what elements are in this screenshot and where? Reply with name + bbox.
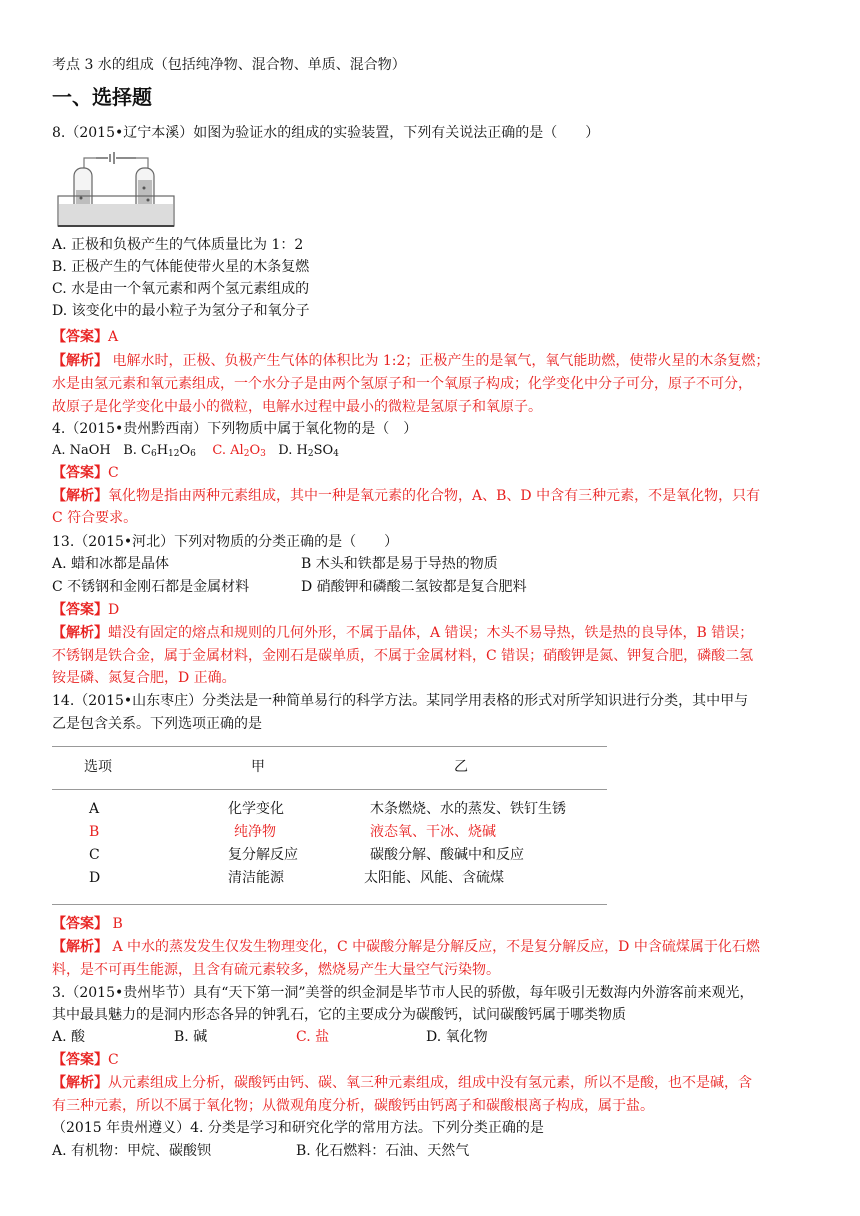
q13-analysis-line-3: 铵是磷、氮复合肥，D 正确。 — [52, 670, 236, 686]
q14-stem-line-1: 14.（2015•山东枣庄）分类法是一种简单易行的科学方法。某同学用表格的形式对所学知识进行分类，其中甲与 — [52, 693, 749, 709]
table-row-b-yi: 液态氧、干冰、烧碱 — [370, 824, 496, 840]
q13-stem: 13.（2015•河北）下列对物质的分类正确的是（ ） — [52, 534, 399, 550]
q4a-stem: 4.（2015•贵州黔西南）下列物质中属于氧化物的是（ ） — [52, 421, 418, 437]
table-row-b-option: B — [89, 824, 100, 840]
answer-label: 【答案】 — [52, 465, 108, 481]
section-title: 一、选择题 — [52, 85, 152, 109]
table-row-c-option: C — [89, 847, 100, 863]
table-top-rule — [52, 746, 607, 747]
table-header-option: 选项 — [84, 759, 112, 775]
q8-answer — [52, 326, 118, 348]
electrolysis-apparatus-image — [54, 148, 178, 228]
q3-analysis-line-1 — [52, 1072, 752, 1094]
q4a-options — [52, 440, 339, 462]
q4a-option-a: A. NaOH — [52, 443, 111, 458]
q3-stem-line-1: 3.（2015•贵州毕节）具有“天下第一洞”美誉的织金洞是毕节市人民的骄傲，每年吸引无数海内外游客前来观光， — [52, 985, 754, 1001]
analysis-text: 从元素组成上分析，碳酸钙由钙、碳、氧三种元素组成，组成中没有氢元素，所以不是酸，也不是碱，含 — [108, 1075, 752, 1091]
analysis-label: 【解析】 — [52, 353, 108, 369]
analysis-text: 蜡没有固定的熔点和规则的几何外形，不属于晶体，A 错误；木头不易导热，铁是热的良导体，B 错误； — [108, 625, 754, 641]
q8-analysis-line-1 — [52, 350, 769, 372]
q4a-option-d: D. $H_2SO_4$ — [278, 443, 339, 459]
table-header-yi: 乙 — [454, 759, 468, 775]
analysis-label: 【解析】 — [52, 488, 108, 504]
answer-label: 【答案】 — [52, 602, 108, 618]
q3-stem-line-2: 其中最具魅力的是洞内形态各异的钟乳石，它的主要成分为碳酸钙，试问碳酸钙属于哪类物质 — [52, 1007, 626, 1023]
analysis-text: 氧化物是指由两种元素组成，其中一种是氧元素的化合物，A、B、D 中含有三种元素，不是氧化物，只有 — [108, 488, 761, 504]
analysis-text: 电解水时，正极、负极产生气体的体积比为 1:2；正极产生的是氧气，氧气能助燃，使带火星的木条复燃； — [108, 353, 770, 369]
q4a-answer — [52, 462, 119, 484]
table-row-a-option: A — [89, 801, 100, 817]
q3-option-c: C. 盐 — [296, 1029, 330, 1045]
answer-label: 【答案】 — [52, 1052, 108, 1068]
q14-analysis-line-1 — [52, 936, 760, 958]
q4a-analysis-line-2: C 符合要求。 — [52, 510, 138, 526]
q3-option-a: A. 酸 — [52, 1029, 86, 1045]
q4b-option-b: B. 化石燃料：石油、天然气 — [296, 1143, 470, 1159]
q3-option-d: D. 氧化物 — [426, 1029, 488, 1045]
table-header-rule — [52, 789, 607, 790]
answer-value: B — [108, 916, 123, 932]
table-row-c-jia: 复分解反应 — [228, 847, 298, 863]
q13-option-b: B 木头和铁都是易于导热的物质 — [301, 556, 498, 572]
q3-option-b: B. 碱 — [174, 1029, 208, 1045]
answer-label: 【答案】 — [52, 329, 108, 345]
answer-value: D — [108, 602, 120, 618]
table-row-a-jia: 化学变化 — [228, 801, 284, 817]
table-row-d-jia: 清洁能源 — [228, 870, 284, 886]
analysis-label: 【解析】 — [52, 1075, 108, 1091]
q4a-option-b: B. $C_6H_{12}O_6$ — [123, 443, 196, 459]
q14-analysis-line-2: 料，是不可再生能源，且含有硫元素较多，燃烧易产生大量空气污染物。 — [52, 962, 500, 978]
q3-analysis-line-2: 有三种元素，所以不属于氧化物；从微观角度分析，碳酸钙由钙离子和碳酸根离子构成，属于盐。 — [52, 1098, 654, 1114]
q13-option-d: D 硝酸钾和磷酸二氢铵都是复合肥料 — [301, 579, 527, 595]
table-row-c-yi: 碳酸分解、酸碱中和反应 — [370, 847, 524, 863]
analysis-text: A 中水的蒸发发生仅发生物理变化，C 中碳酸分解是分解反应，不是复分解反应，D 中含硫煤属于化石燃 — [108, 939, 760, 955]
table-row-a-yi: 木条燃烧、水的蒸发、铁钉生锈 — [370, 801, 566, 817]
q4a-option-c: C. $Al_2O_3$ — [212, 443, 266, 459]
q13-analysis-line-2: 不锈钢是铁合金，属于金属材料，金刚石是碳单质，不属于金属材料，C 错误；硝酸钾是氮、钾复合肥，磷酸二氢 — [52, 648, 754, 664]
answer-value: A — [108, 329, 119, 345]
table-row-b-jia: 纯净物 — [234, 824, 276, 840]
answer-value: C — [108, 465, 119, 481]
table-row-d-option: D — [89, 870, 101, 886]
q8-option-b: B. 正极产生的气体能使带火星的木条复燃 — [52, 259, 310, 275]
q4b-stem: （2015 年贵州遵义）4. 分类是学习和研究化学的常用方法。下列分类正确的是 — [52, 1120, 544, 1136]
q4a-analysis-line-1 — [52, 485, 760, 507]
q13-option-a: A. 蜡和冰都是晶体 — [52, 556, 170, 572]
table-row-d-yi: 太阳能、风能、含硫煤 — [364, 870, 504, 886]
q8-option-c: C. 水是由一个氧元素和两个氢元素组成的 — [52, 281, 310, 297]
answer-label: 【答案】 — [52, 916, 108, 932]
q13-analysis-line-1 — [52, 622, 753, 644]
answer-value: C — [108, 1052, 119, 1068]
topic-header: 考点 3 水的组成（包括纯净物、混合物、单质、混合物） — [52, 57, 406, 73]
table-header-jia: 甲 — [251, 759, 265, 775]
analysis-label: 【解析】 — [52, 939, 108, 955]
q3-answer — [52, 1049, 119, 1071]
q13-answer — [52, 599, 119, 621]
table-bottom-rule — [52, 904, 607, 905]
analysis-label: 【解析】 — [52, 625, 108, 641]
q14-answer — [52, 913, 123, 935]
q8-option-a: A. 正极和负极产生的气体质量比为 1：2 — [52, 237, 304, 253]
q8-analysis-line-3: 故原子是化学变化中最小的微粒，电解水过程中最小的微粒是氢原子和氧原子。 — [52, 399, 542, 415]
q13-option-c: C 不锈钢和金刚石都是金属材料 — [52, 579, 250, 595]
q14-stem-line-2: 乙是包含关系。下列选项正确的是 — [52, 716, 262, 732]
q8-analysis-line-2: 水是由氢元素和氧元素组成，一个水分子是由两个氢原子和一个氧原子构成；化学变化中分子可分，原子不可分， — [52, 376, 752, 392]
q8-stem: 8.（2015•辽宁本溪）如图为验证水的组成的实验装置，下列有关说法正确的是（ ） — [52, 125, 600, 141]
q4b-option-a: A. 有机物：甲烷、碳酸钡 — [52, 1143, 212, 1159]
q8-option-d: D. 该变化中的最小粒子为氢分子和氧分子 — [52, 303, 310, 319]
